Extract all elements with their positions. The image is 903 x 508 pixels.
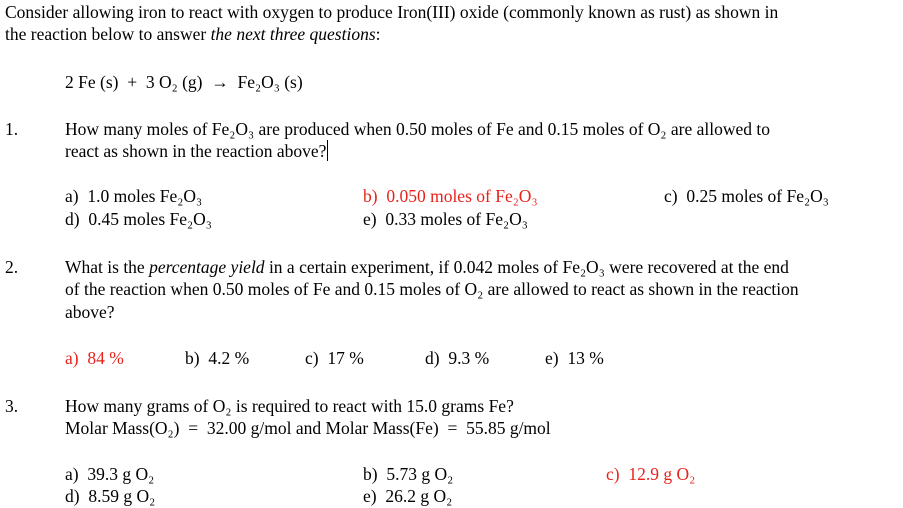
question-3-line-1: How many grams of O₂ is required to react with 15.0 grams Fe? [65, 396, 514, 416]
question-3-number: 3. [5, 396, 19, 416]
intro-line-2-end: : [375, 24, 381, 44]
question-2-choice-e[interactable]: e) 13 % [545, 348, 604, 368]
question-3-choice-e[interactable]: e) 26.2 g O₂ [363, 486, 453, 506]
question-3-choice-a[interactable]: a) 39.3 g O₂ [65, 464, 155, 484]
question-2-line-2: of the reaction when 0.50 moles of Fe and 0.15 moles of O₂ are allowed to react as shown in the reaction [65, 279, 799, 299]
question-3-choice-b[interactable]: b) 5.73 g O₂ [363, 464, 454, 484]
question-1-choice-b[interactable]: b) 0.050 moles of Fe₂O₃ [363, 186, 538, 206]
question-2-line-1-b: in a certain experiment, if 0.042 moles of Fe₂O₃ were recovered at the end [264, 257, 789, 277]
text-cursor [327, 140, 328, 161]
intro-line-2-italic: the next three questions [210, 24, 376, 44]
question-2-choice-b[interactable]: b) 4.2 % [185, 348, 250, 368]
question-3-line-2: Molar Mass(O₂) = 32.00 g/mol and Molar Mass(Fe) = 55.85 g/mol [65, 418, 551, 438]
question-1-line-2: react as shown in the reaction above? [65, 141, 327, 161]
question-3-choice-c[interactable]: c) 12.9 g O₂ [606, 464, 696, 484]
intro-line-1: Consider allowing iron to react with oxygen to produce Iron(III) oxide (commonly known as rust) as shown in [5, 2, 779, 22]
question-2-number: 2. [5, 257, 19, 277]
question-1-choice-c[interactable]: c) 0.25 moles of Fe₂O₃ [664, 186, 829, 206]
question-2-choice-d[interactable]: d) 9.3 % [425, 348, 490, 368]
question-1-number: 1. [5, 119, 19, 139]
intro-line-2-text: the reaction below to answer [5, 24, 211, 44]
question-1-line-1: How many moles of Fe₂O₃ are produced when 0.50 moles of Fe and 0.15 moles of O₂ are allowed to [65, 119, 771, 139]
reaction-equation: 2 Fe (s) + 3 O₂ (g) → Fe₂O₃ (s) [65, 72, 303, 92]
question-1-choice-a[interactable]: a) 1.0 moles Fe₂O₃ [65, 186, 203, 206]
question-2-choice-a[interactable]: a) 84 % [65, 348, 124, 368]
question-2-line-3: above? [65, 302, 115, 322]
question-2-line-1-a: What is the [65, 257, 150, 277]
question-2-line-1 [65, 256, 789, 279]
question-1-choice-e[interactable]: e) 0.33 moles of Fe₂O₃ [363, 209, 528, 229]
question-2-choice-c[interactable]: c) 17 % [305, 348, 364, 368]
question-1-line-2-wrap [65, 140, 328, 163]
question-2-line-1-italic: percentage yield [149, 257, 265, 277]
intro-line-2 [5, 23, 381, 46]
question-1-choice-d[interactable]: d) 0.45 moles Fe₂O₃ [65, 209, 212, 229]
question-3-choice-d[interactable]: d) 8.59 g O₂ [65, 486, 156, 506]
